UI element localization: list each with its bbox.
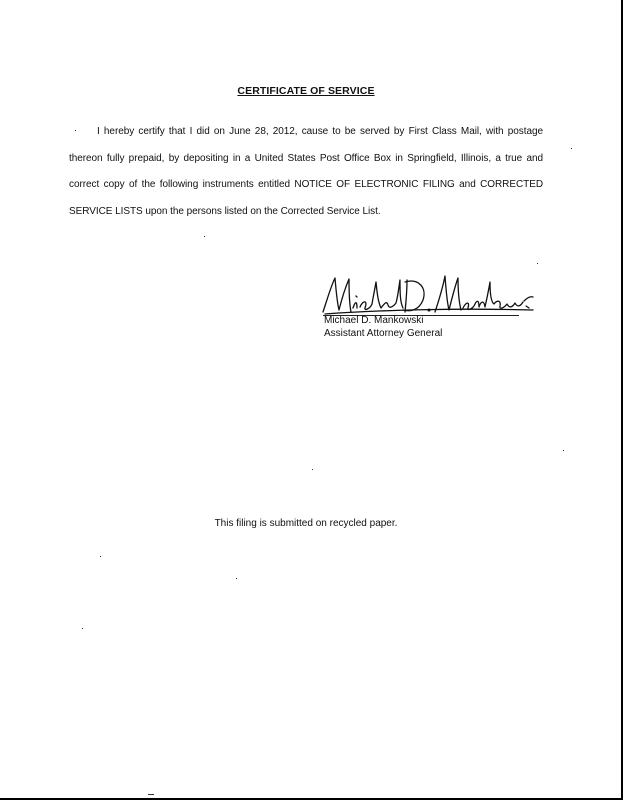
scan-speck [82,628,83,629]
signatory-title: Assistant Attorney General [324,328,443,339]
signatory-name: Michael D. Mankowski [324,315,424,326]
scan-speck [571,148,572,149]
document-title: CERTIFICATE OF SERVICE [237,85,375,97]
scan-speck [204,236,205,237]
scan-speck [563,450,564,451]
handwritten-signature [319,270,539,318]
scan-speck [148,794,154,795]
scan-speck [312,469,313,470]
recycled-paper-note: This filing is submitted on recycled paper. [214,518,398,529]
certification-paragraph: I hereby certify that I did on June 28, 2012, cause to be served by First Class Mail, with postage thereon fully prepaid, by depositing in a United States Post Office Box in Springfield, Illinois, a true and correct copy of the following instruments entitled NOTICE OF ELECTRONIC FILING and CORRECTED SERVICE LISTS upon the persons listed on the Corrected Service List. [69,126,543,218]
scan-speck [537,263,538,264]
signature-block [319,270,549,350]
scan-speck [236,578,237,579]
scan-speck [100,556,101,557]
scan-speck [75,130,76,131]
